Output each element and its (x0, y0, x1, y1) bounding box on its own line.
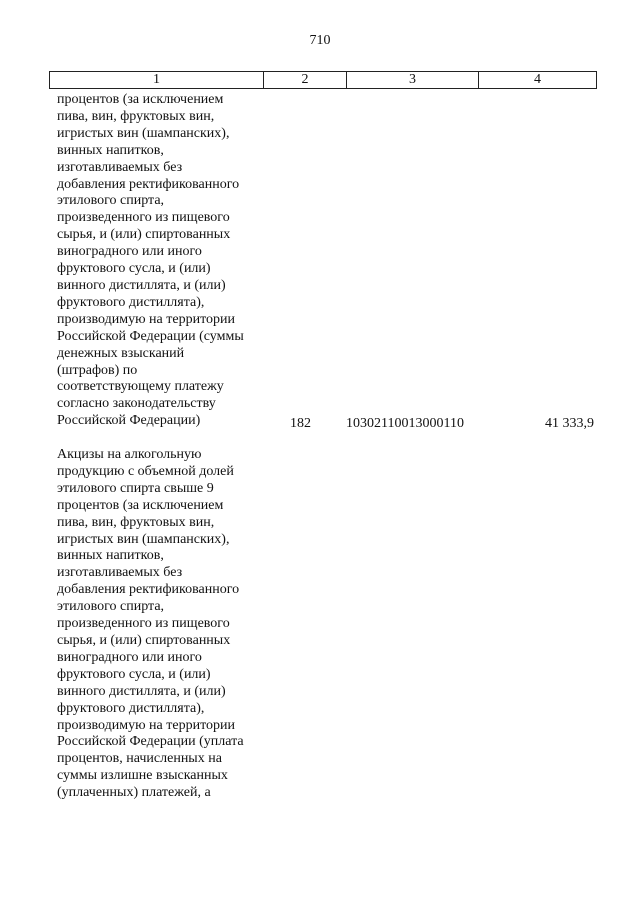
column-header-1: 1 (50, 72, 264, 89)
row-1-description: процентов (за исключением пива, вин, фруктовых вин, игристых вин (шампанских), винных напитков, изготавливаемых без добавления ректификованного этилового спирта, произведенного из пищевого сырья, и (или) спиртованных виноградного или иного фруктового сусла, и (или) винного дистиллята, и (или) фруктового дистиллята), производимую на территории Российской Федерации (суммы денежных взысканий (штрафов) по соответствующему платежу согласно законодательству Российской Федерации) (57, 92, 244, 429)
row-1-kbk-code: 10302110013000110 (346, 416, 464, 431)
column-header-3: 3 (347, 72, 479, 89)
row-2-description: Акцизы на алкогольную продукцию с объемной долей этилового спирта свыше 9 процентов (за исключением пива, вин, фруктовых вин, игристых вин (шампанских), винных напитков, изготавливаемых без добавления ректификованного этилового спирта, произведенного из пищевого сырья, и (или) спиртованных виноградного или иного фруктового сусла, и (или) винного дистиллята, и (или) фруктового дистиллята), производимую на территории Российской Федерации (уплата процентов, начисленных на суммы излишне взысканных (уплаченных) платежей, а (57, 447, 244, 801)
column-header-2: 2 (264, 72, 347, 89)
column-header-row (49, 71, 597, 89)
row-1-amount: 41 333,9 (545, 416, 594, 431)
row-1-admin-code: 182 (290, 416, 311, 431)
column-header-4: 4 (479, 72, 597, 89)
page-number: 710 (309, 33, 331, 48)
